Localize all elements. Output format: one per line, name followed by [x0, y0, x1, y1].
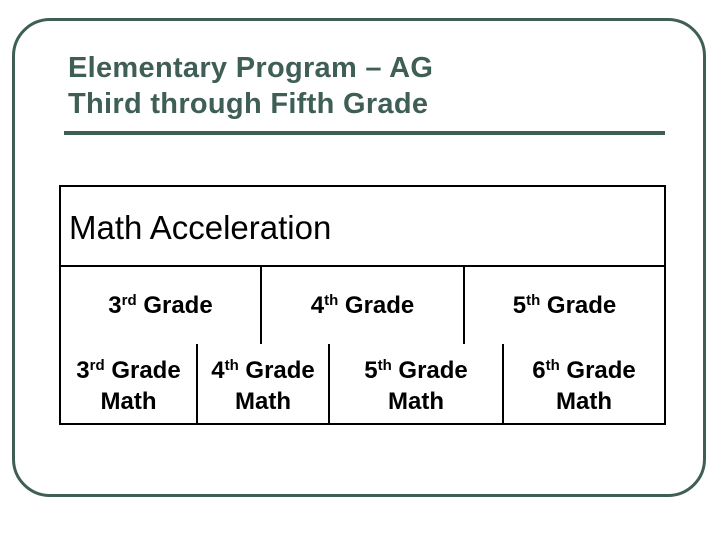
- table-header: Math Acceleration: [69, 209, 332, 246]
- grade-cell-3rd: [61, 267, 262, 344]
- math-cell-4th: [198, 344, 330, 423]
- acceleration-table: [59, 185, 666, 425]
- title-underline: [64, 131, 665, 135]
- math-grade-label: 3rd Grade: [76, 357, 181, 384]
- math-grade-label: 4th Grade: [211, 357, 315, 384]
- grade-cell-5th: [465, 267, 664, 344]
- math-cell-3rd: [61, 344, 198, 423]
- math-subject-label: Math: [388, 388, 444, 415]
- grade-label: 5th Grade: [512, 291, 617, 319]
- grade-label: 4th Grade: [310, 291, 415, 319]
- math-cell-5th: [330, 344, 504, 423]
- math-grade-label: 6th Grade: [532, 357, 636, 384]
- math-grade-label: 5th Grade: [364, 357, 468, 384]
- slide-title: [68, 50, 433, 122]
- math-subject-label: Math: [235, 388, 291, 415]
- grade-cell-4th: [262, 267, 465, 344]
- grade-label: 3rd Grade: [108, 291, 213, 319]
- table-header-row: [61, 187, 664, 267]
- math-subject-label: Math: [556, 388, 612, 415]
- title-line-1: Elementary Program – AG: [68, 52, 434, 84]
- math-cell-6th: [504, 344, 664, 423]
- math-subject-label: Math: [100, 388, 157, 415]
- title-line-2: Third through Fifth Grade: [68, 88, 429, 120]
